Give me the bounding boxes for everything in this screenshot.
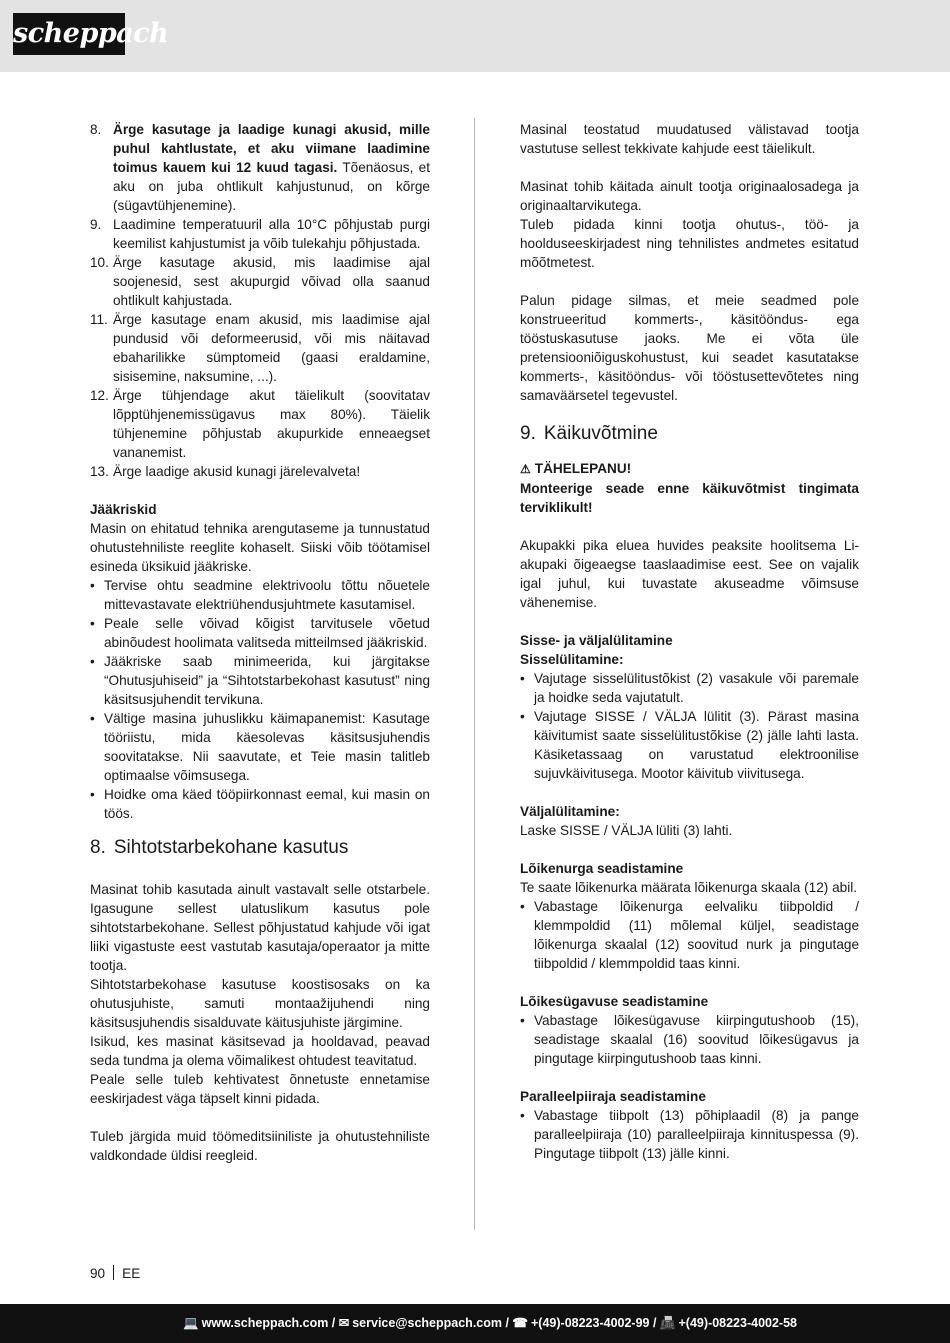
paragraph: Te saate lõikenurka määrata lõikenurga skaala (12) abil. xyxy=(520,880,858,895)
list-item: • Vabastage lõikesügavuse kiirpingutushoob (15), seadistage skaalal (16) soovitud lõikesügavus ja pingutage kiirpingutushoob taas kinni. xyxy=(520,1013,859,1066)
left-column xyxy=(90,120,430,1165)
paragraph: Masinal teostatud muudatused välistavad tootja vastutuse sellest tekkivate kahjude eest täielikult. xyxy=(520,122,859,156)
item-text: Tõenäosus, et aku on juba ohtlikult kahjustunud, on kõrge (sügavtühjenemine). xyxy=(113,160,430,213)
scheppach-logo: scheppach xyxy=(13,13,125,55)
list-item: • Vabastage lõikenurga eelvaliku tiibpoldid / klemmpoldid (11) mõlemal küljel, seadistage lõikenurga skaalal (12) soovitud nurk ja pingutage tiibpoldid / klemmpoldid taas kinni. xyxy=(520,899,859,971)
computer-icon: 💻 xyxy=(183,1316,199,1330)
fax-number: +(49)-08223-4002-58 xyxy=(678,1316,797,1330)
language-code: EE xyxy=(122,1266,141,1281)
battery-warnings-list xyxy=(90,120,430,481)
angle-steps-list xyxy=(520,897,859,973)
item-number: 9. xyxy=(90,217,102,232)
website-link[interactable]: www.scheppach.com xyxy=(201,1316,329,1330)
phone-number: +(49)-08223-4002-99 xyxy=(531,1316,650,1330)
item-number: 12. xyxy=(90,388,109,403)
paragraph: Akupakki pika eluea huvides peaksite hoolitsema Li-akupaki õigeaegse taaslaadimise eest. See on vajalik igal juhul, kui tuvastate akuseadme võimsuse vähenemise. xyxy=(520,538,859,610)
section-number: 9. xyxy=(520,423,536,444)
paragraph: Tuleb pidada kinni tootja ohutus-, töö- ja hoolduseeskirjadest ning tehnilistes andmetes esitatud mõõtmetest. xyxy=(520,217,859,270)
item-number: 8. xyxy=(90,122,102,137)
list-item: • Tervise ohtu seadmine elektrivoolu tõttu nõuetele mittevastavate elektriühendusjuhtmete kasutamisel. xyxy=(90,578,430,612)
list-item xyxy=(90,462,430,481)
off-title: Väljalülitamine: xyxy=(520,804,620,819)
paragraph: Isikud, kes masinat käsitsevad ja hooldavad, peavad seda tundma ja olema võimalikest ohtudest teavitatud. xyxy=(90,1034,430,1068)
list-item: • Jääkriske saab minimeerida, kui järgitakse “Ohutusjuhiseid” ja “Sihtotstarbekohast kasutust” ning käsitsusjuhendit tervikuna. xyxy=(90,654,430,707)
list-item xyxy=(90,253,430,310)
paragraph: Masinat tohib käitada ainult tootja originaalosadega ja originaaltarvikutega. xyxy=(520,179,859,213)
paragraph: Sihtotstarbekohase kasutuse koostisosaks on ka ohutusjuhiste, samuti montaažijuhendi ning käsitsusjuhendis sisalduvate käitusjuhiste järgimine. xyxy=(90,977,430,1030)
email-link[interactable]: service@scheppach.com xyxy=(352,1316,502,1330)
depth-title: Lõikesügavuse seadistamine xyxy=(520,994,709,1009)
on-title: Sisselülitamine: xyxy=(520,652,624,667)
list-item: • Vajutage SISSE / VÄLJA lülitit (3). Pärast masina käivitumist saate sisselülitustõkise (2) jälle lahti lasta. Käsiketassaag on varustatud elektroonilise sujuvkäivitusega. Mootor käivitub viivitusega. xyxy=(520,709,859,781)
residual-risks-title: Jääkriskid xyxy=(90,502,157,517)
list-item: • Vabastage tiibpolt (13) põhiplaadil (8) ja pange paralleelpiiraja (10) paralleelpiiraja kinnituspessa (9). Pingutage tiibpolt (13) jälle kinni. xyxy=(520,1108,859,1161)
list-item: • Vajutage sisselülitustõkist (2) vasakule või paremale ja hoidke seda vajutatult. xyxy=(520,671,859,705)
paragraph: Masinat tohib kasutada ainult vastavalt selle otstarbele. Igasugune sellest ulatuslikum kasutus pole sihtotstarbekohane. Sellest põhjustatud kahjude või igat liiki vigastuste eest vastutab kasutaja/operaator ja mitte tootja. xyxy=(90,882,430,973)
list-item xyxy=(90,215,430,253)
on-steps-list xyxy=(520,669,859,783)
fax-icon: 📠 xyxy=(659,1316,676,1330)
mail-icon: ✉ xyxy=(338,1316,350,1330)
item-number: 11. xyxy=(90,312,108,327)
depth-steps-list xyxy=(520,1011,859,1068)
item-text: Ärge kasutage enam akusid, mis laadimise ajal pundusid või deformeerusid, või mis näitavad ebaharilikke sümptomeid (gaasi eraldamine, sisisemine, naksumine, ...). xyxy=(113,312,430,384)
section-8-heading xyxy=(90,835,430,861)
phone-icon: ☎ xyxy=(512,1316,528,1330)
residual-risks-intro: Masin on ehitatud tehnika arengutaseme ja tunnustatud ohutustehniliste reeglite kohaselt. Siiski võib töötamisel esineda üksikuid jääkriske. xyxy=(90,521,430,574)
item-bold-text: Ärge kasutage ja laadige kunagi akusid, mille puhul kahtlustate, et aku viimane laadimine toimus kauem kui 12 kuud tagasi. xyxy=(113,122,430,175)
list-item: • Vältige masina juhuslikku käimapanemist: Kasutage tööriistu, mida käesolevas käsitsusjuhendis soovitatakse. Nii saavutate, et Teie masin talitleb optimaalse võimsusega. xyxy=(90,711,430,783)
list-item: • Hoidke oma käed tööpiirkonnast eemal, kui masin on töös. xyxy=(90,787,430,821)
right-column xyxy=(520,120,859,1163)
residual-risks-list xyxy=(90,576,430,823)
list-item xyxy=(90,310,430,386)
section-number: 8. xyxy=(90,837,106,858)
column-divider xyxy=(474,118,475,1230)
page-number: 90 EE xyxy=(90,1266,141,1281)
page-footer: 💻 www.scheppach.com / ✉ service@scheppach.com / ☎ +(49)-08223-4002-99 / 📠 +(49)-08223-4002-58 xyxy=(0,1304,950,1343)
item-text: Ärge tühjendage akut täielikult (soovitatav lõpptühjenemissügavus max 80%). Täielik tühjenemine põhjustab akupurkide enneaegset vananemist. xyxy=(113,388,430,460)
paragraph: Palun pidage silmas, et meie seadmed pole konstrueeritud kommerts-, käsitööndus- ega tööstuskasutuse jaoks. Me ei võta üle pretensiooniõiguskohustust, kui seadet kasutatakse kommerts-, käsitööndus- või tööstusettevõtetes ning samaväärsetel tegevustel. xyxy=(520,293,859,403)
onoff-title: Sisse- ja väljalülitamine xyxy=(520,633,673,648)
warning-title: ⚠ TÄHELEPANU! xyxy=(520,461,632,476)
item-text: Laadimine temperatuuril alla 10°C põhjustab purgi keemilist kahjustumist ja võib tulekahju põhjustada. xyxy=(113,217,430,251)
list-item xyxy=(90,120,430,215)
page-header xyxy=(0,0,950,72)
item-number: 13. xyxy=(90,464,109,479)
section-9-heading xyxy=(520,421,859,447)
list-item: • Peale selle võivad kõigist tarvitusele võetud abinõudest hoolimata valitseda mitteilmsed jääkriskid. xyxy=(90,616,430,650)
angle-title: Lõikenurga seadistamine xyxy=(520,861,684,876)
paragraph: Tuleb järgida muid töömeditsiiniliste ja ohutustehniliste valdkondade üldisi reegleid. xyxy=(90,1129,430,1163)
item-text: Ärge laadige akusid kunagi järelevalveta! xyxy=(113,464,361,479)
parallel-title: Paralleelpiiraja seadistamine xyxy=(520,1089,706,1104)
item-text: Ärge kasutage akusid, mis laadimise ajal soojenesid, sest akupurgid võivad olla saanud ohtlikult kahjustada. xyxy=(113,255,430,308)
list-item xyxy=(90,386,430,462)
item-number: 10. xyxy=(90,255,109,270)
paragraph: Peale selle tuleb kehtivatest õnnetuste ennetamise eeskirjadest väga täpselt kinni pidada. xyxy=(90,1072,430,1106)
section-title: Sihtotstarbekohane kasutus xyxy=(113,837,349,858)
section-title: Käikuvõtmine xyxy=(543,423,658,444)
warning-triangle-icon: ⚠ xyxy=(520,462,531,476)
warning-text: Monteerige seade enne käikuvõtmist tingimata terviklikult! xyxy=(520,481,859,515)
parallel-steps-list xyxy=(520,1106,859,1163)
paragraph: Laske SISSE / VÄLJA lüliti (3) lahti. xyxy=(520,823,733,838)
